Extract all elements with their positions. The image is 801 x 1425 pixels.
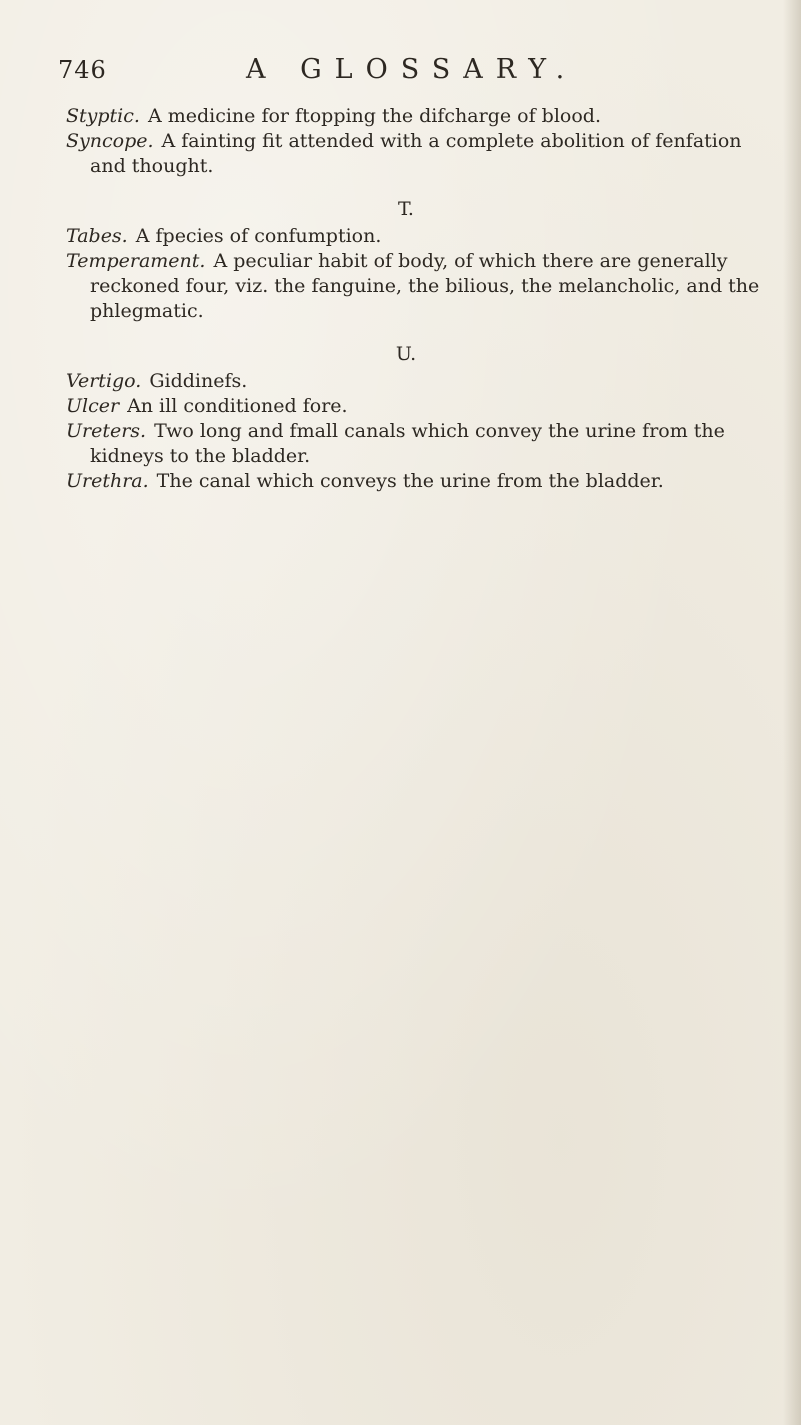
entry-definition: Two long and fmall canals which convey the urine from the kidneys to the bladder. xyxy=(90,420,725,467)
entry-definition: A peculiar habit of body, of which there are generally reckoned four, viz. the fanguine, the bilious, the melancholic, and the phlegmatic. xyxy=(90,250,760,322)
glossary-content xyxy=(66,104,766,494)
entry-term: Vertigo. xyxy=(66,370,142,392)
entry-term: Styptic. xyxy=(66,105,140,127)
entry-definition: A fpecies of confumption. xyxy=(135,225,382,247)
entry-definition: The canal which conveys the urine from the bladder. xyxy=(156,470,664,492)
running-title: A GLOSSARY. xyxy=(246,54,578,85)
glossary-section-u xyxy=(66,342,766,494)
glossary-entry xyxy=(66,224,766,249)
glossary-entry xyxy=(66,249,766,324)
glossary-section-t xyxy=(66,197,766,324)
glossary-entry xyxy=(66,469,766,494)
entry-definition: A fainting fit attended with a complete abolition of fenfation and thought. xyxy=(90,130,742,177)
glossary-entry xyxy=(66,129,766,179)
glossary-entry xyxy=(66,104,766,129)
entry-definition: Giddinefs. xyxy=(149,370,248,392)
entry-term: Ulcer xyxy=(66,395,120,417)
entry-definition: An ill conditioned fore. xyxy=(127,395,348,417)
glossary-section-s xyxy=(66,104,766,179)
glossary-entry xyxy=(66,369,766,394)
page-edge-shadow xyxy=(783,0,801,1425)
entry-term: Syncope. xyxy=(66,130,154,152)
entry-definition: A medicine for ftopping the difcharge of blood. xyxy=(147,105,601,127)
entry-term: Urethra. xyxy=(66,470,149,492)
entry-term: Tabes. xyxy=(66,225,128,247)
glossary-entry xyxy=(66,394,766,419)
page-number: 746 xyxy=(58,56,107,84)
entry-term: Temperament. xyxy=(66,250,206,272)
glossary-entry xyxy=(66,419,766,469)
section-letter: T. xyxy=(398,198,414,220)
page-header xyxy=(58,54,778,94)
section-letter: U. xyxy=(395,343,417,365)
entry-term: Ureters. xyxy=(66,420,147,442)
